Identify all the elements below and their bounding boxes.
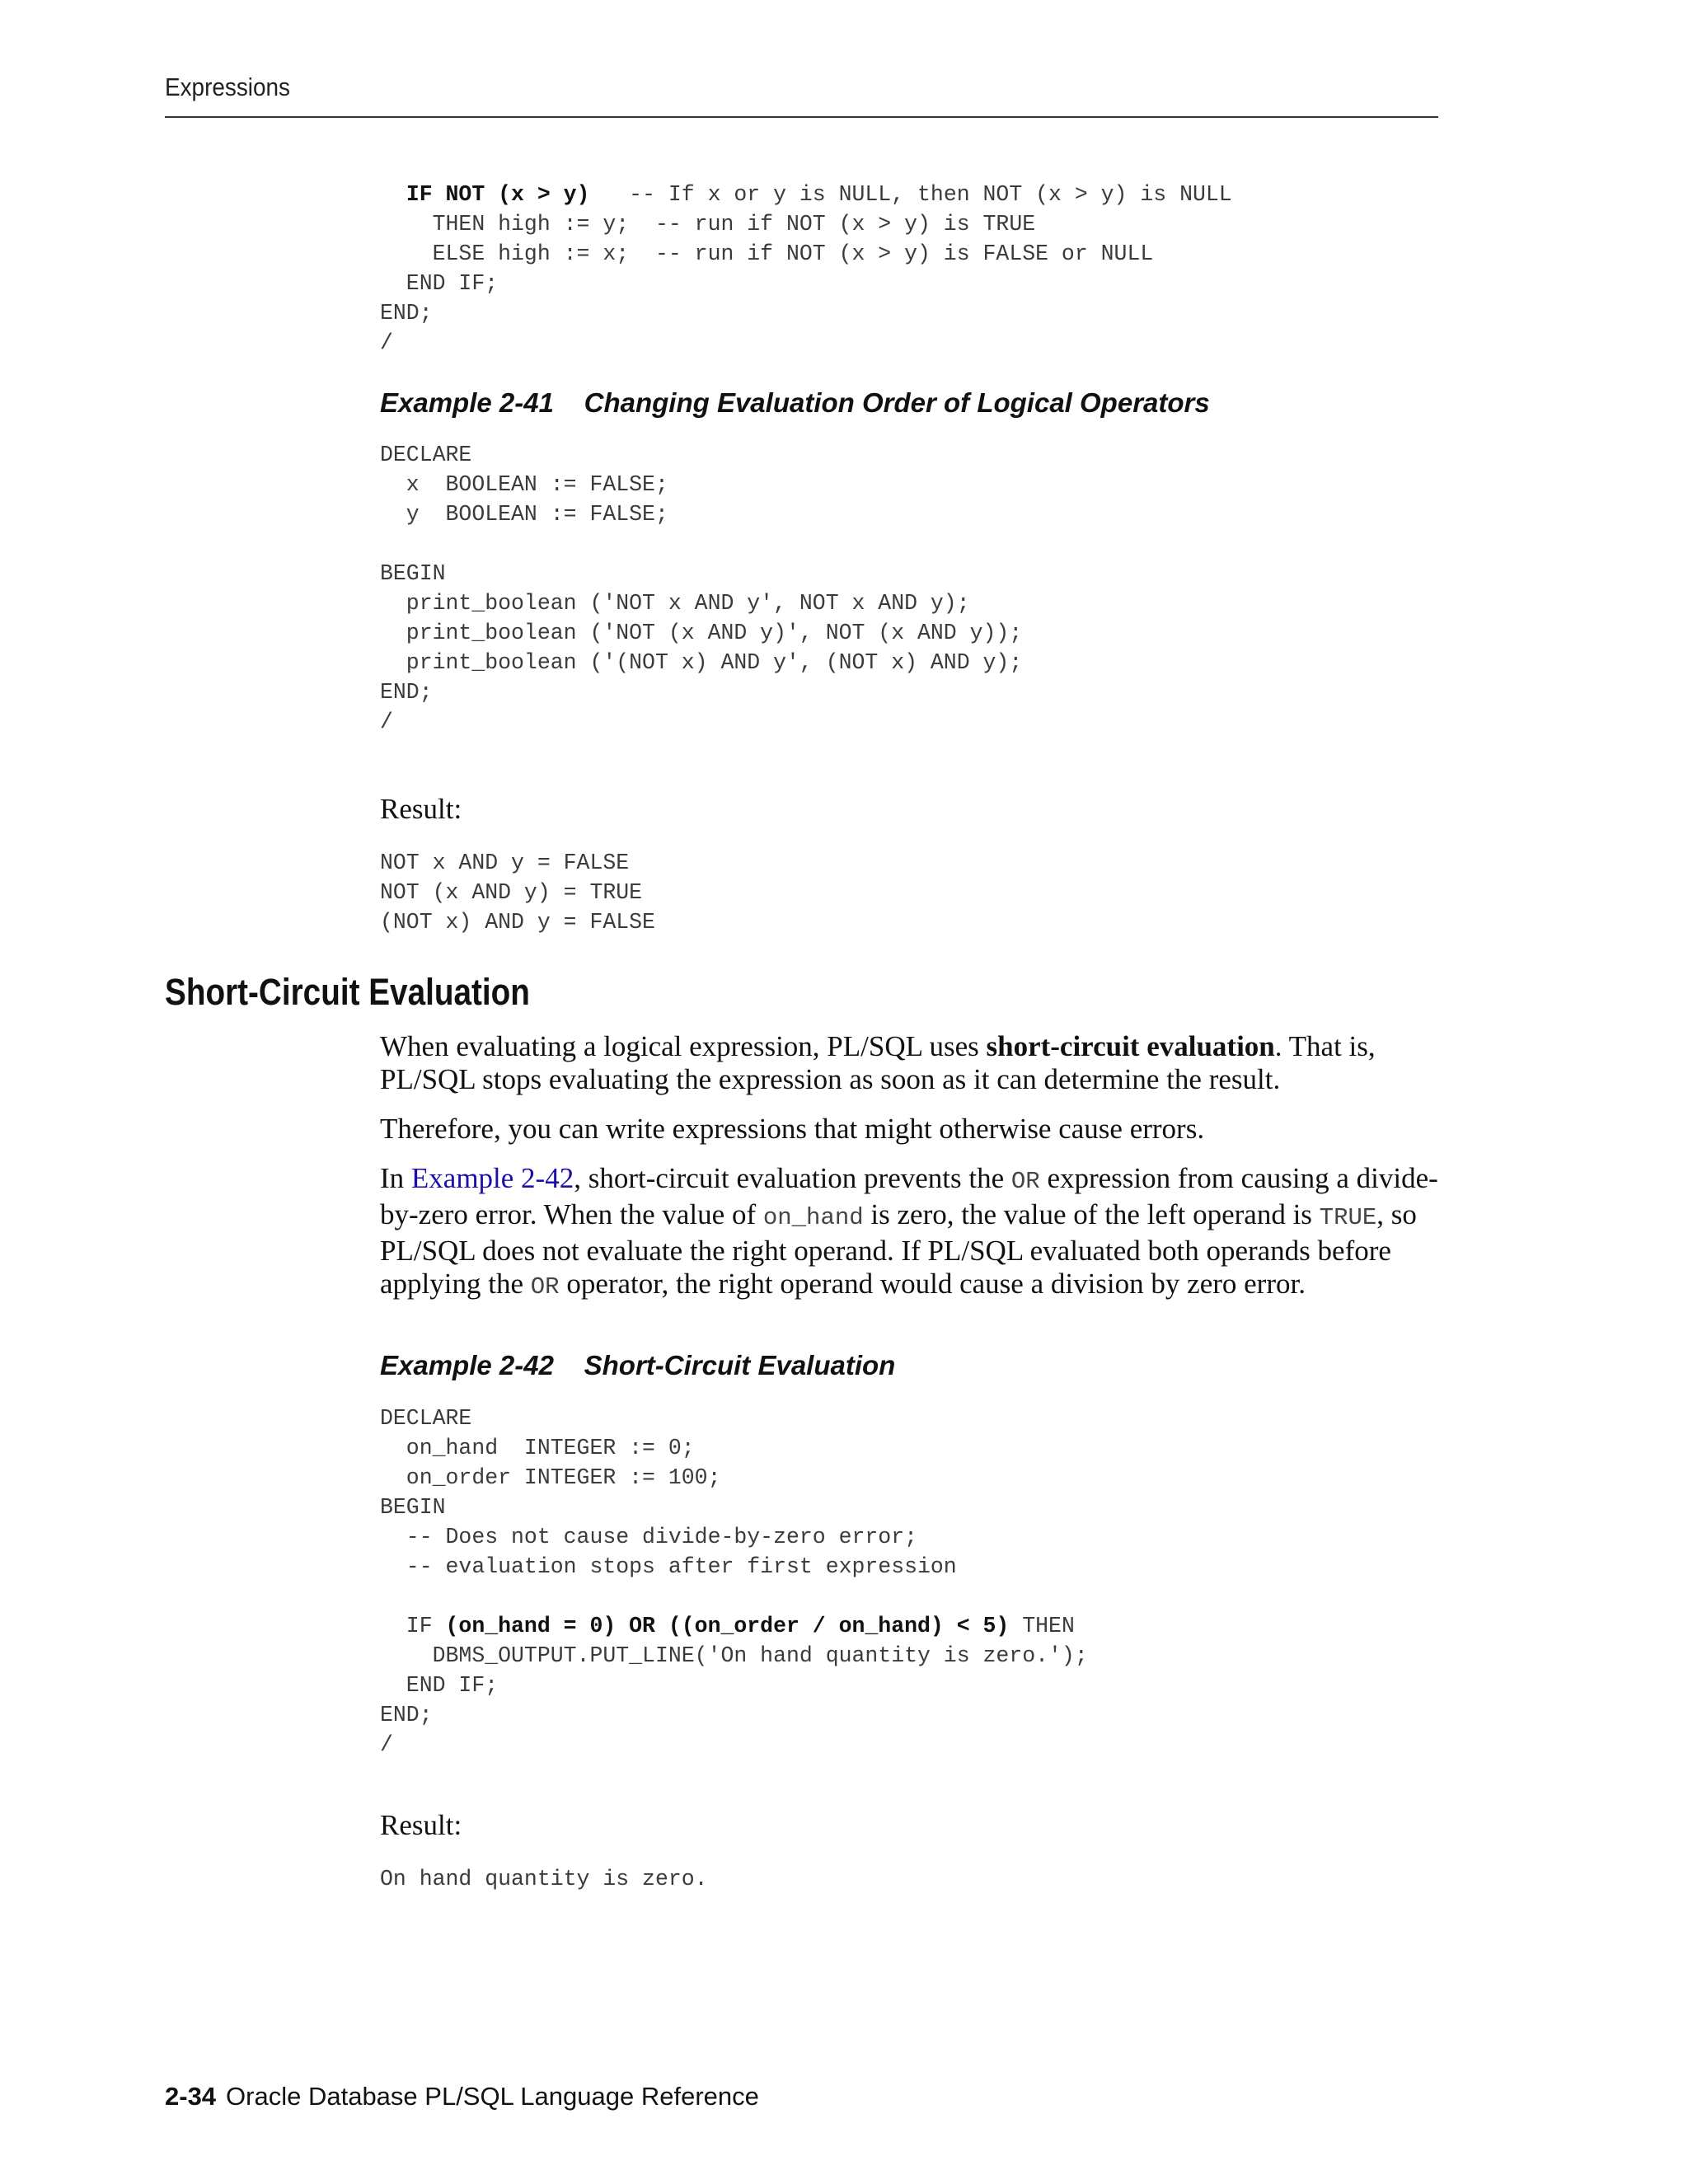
book-title: Oracle Database PL/SQL Language Reference: [226, 2082, 759, 2111]
term-short-circuit: short-circuit evaluation: [986, 1030, 1275, 1062]
code-bold-condition: IF NOT (x > y): [406, 182, 590, 207]
paragraph-intro: When evaluating a logical expression, PL/SQL uses short-circuit evaluation. That is, PL/SQL stops evaluating the expression as soon as it can determine the result.: [380, 1030, 1376, 1095]
example-2-42-title: Example 2-42 Short-Circuit Evaluation: [380, 1350, 896, 1380]
example-2-42-result: On hand quantity is zero.: [380, 1867, 708, 1891]
inline-code-or: OR: [1010, 1168, 1040, 1195]
example-2-42-link[interactable]: Example 2-42: [410, 1162, 574, 1194]
example-2-42-code: DECLARE on_hand INTEGER := 0; on_order INTEGER := 100; BEGIN -- Does not cause divide-by-zero error; -- evaluation stops after first expression IF (on_hand = 0) OR ((on_order / on_hand) < 5) THEN DBMS_OUTPUT.PUT_LINE('On hand quantity is zero.'); END IF; END; /: [380, 1406, 1088, 1757]
header-rule: [165, 116, 1438, 118]
page-footer: [165, 2082, 759, 2111]
section-heading: Short-Circuit Evaluation: [165, 971, 530, 1013]
example-2-41-code: DECLARE x BOOLEAN := FALSE; y BOOLEAN := FALSE; BEGIN print_boolean ('NOT x AND y', NOT x AND y); print_boolean ('NOT (x AND y)', NOT (x AND y)); print_boolean ('(NOT x) AND y', (NOT x) AND y); END; /: [380, 443, 1023, 734]
example-2-41-result: NOT x AND y = FALSE NOT (x AND y) = TRUE (NOT x) AND y = FALSE: [380, 851, 655, 935]
result-label-2-41: Result:: [380, 793, 462, 825]
result-label-2-42: Result:: [380, 1809, 462, 1841]
code-comment: -- If x or y is NULL, then NOT (x > y) is NULL: [589, 182, 1232, 207]
code-block-if-not: [380, 180, 1232, 358]
page-number: 2-34: [165, 2082, 217, 2111]
code-bold-condition-2: (on_hand = 0) OR ((on_order / on_hand) < 5): [445, 1614, 1010, 1638]
code-rest: THEN high := y; -- run if NOT (x > y) is TRUE ELSE high := x; -- run if NOT (x > y) is FALSE or NULL END IF; END; /: [380, 212, 1154, 355]
paragraph-therefore: Therefore, you can write expressions that might otherwise cause errors.: [380, 1113, 1205, 1145]
paragraph-example-ref: In Example 2-42, short-circuit evaluation prevents the OR expression from causing a divide-by-zero error. When the value of on_hand is zero, the value of the left operand is TRUE, so PL/SQL does not evaluate the right operand. If PL/SQL evaluated both operands before applying the OR operator, the right operand would cause a division by zero error.: [380, 1162, 1438, 1301]
running-header: Expressions: [165, 73, 290, 101]
example-2-41-title: Example 2-41 Changing Evaluation Order of Logical Operators: [380, 387, 1210, 418]
inline-code-or-2: OR: [530, 1273, 560, 1301]
inline-code-on-hand: on_hand: [762, 1204, 864, 1231]
inline-code-true: TRUE: [1319, 1204, 1377, 1231]
